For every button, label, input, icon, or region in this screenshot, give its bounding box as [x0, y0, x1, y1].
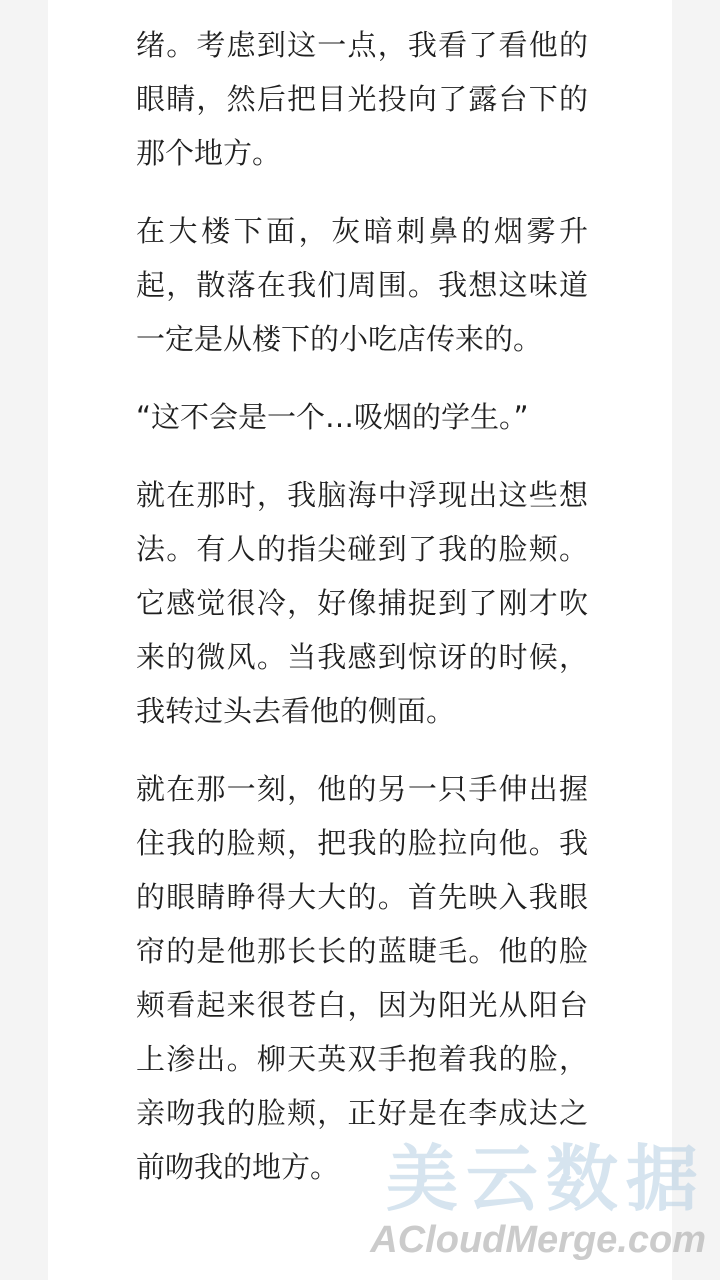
text-line: 的眼睛睁得大大的。首先映入我眼 — [136, 880, 588, 914]
text-line: 前吻我的地方。 — [136, 1150, 340, 1184]
paragraph-4 — [136, 468, 588, 738]
text-line: 帘的是他那长长的蓝睫毛。他的脸 — [136, 934, 588, 968]
text-line: 我转过头去看他的侧面。 — [136, 694, 456, 728]
text-line: 在大楼下面，灰暗刺鼻的烟雾升 — [136, 214, 588, 248]
text-line: 那个地方。 — [136, 136, 282, 170]
watermark-english-text: ACloudMerge.com — [370, 1219, 706, 1261]
text-line: 上渗出。柳天英双手抱着我的脸， — [136, 1042, 588, 1076]
paragraph-3 — [136, 390, 588, 444]
text-line: 亲吻我的脸颊，正好是在李成达之 — [136, 1096, 588, 1130]
text-line: 就在那时，我脑海中浮现出这些想 — [136, 478, 588, 512]
text-line: 颊看起来很苍白，因为阳光从阳台 — [136, 988, 588, 1022]
story-text — [136, 18, 588, 1218]
text-line: 绪。考虑到这一点，我看了看他的 — [136, 28, 588, 62]
watermark-chinese-text: 美云数据 — [385, 1137, 706, 1221]
text-line: 一定是从楼下的小吃店传来的。 — [136, 322, 543, 356]
text-line: “这不会是一个…吸烟的学生。” — [136, 400, 529, 434]
text-line: 起，散落在我们周围。我想这味道 — [136, 268, 588, 302]
text-line: 住我的脸颊，把我的脸拉向他。我 — [136, 826, 588, 860]
text-line: 法。有人的指尖碰到了我的脸颊。 — [136, 532, 588, 566]
text-line: 来的微风。当我感到惊讶的时候， — [136, 640, 588, 674]
paragraph-2 — [136, 204, 588, 366]
text-line: 它感觉很冷，好像捕捉到了刚才吹 — [136, 586, 588, 620]
text-line: 眼睛，然后把目光投向了露台下的 — [136, 82, 588, 116]
text-line: 就在那一刻，他的另一只手伸出握 — [136, 772, 588, 806]
page-background — [48, 0, 672, 1280]
paragraph-1 — [136, 18, 588, 180]
paragraph-5 — [136, 762, 588, 1194]
